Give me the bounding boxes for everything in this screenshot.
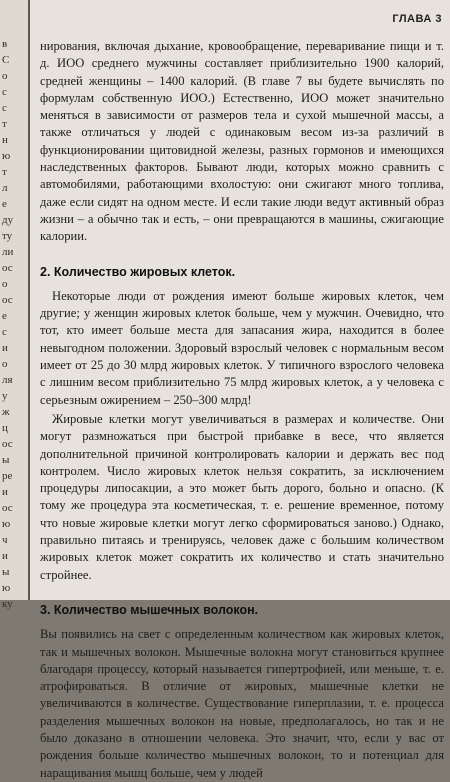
adjacent-page-line: ля bbox=[2, 374, 13, 386]
adjacent-page-line: т bbox=[2, 166, 7, 178]
adjacent-page-line: н bbox=[2, 134, 8, 146]
adjacent-page-line: и bbox=[2, 486, 8, 498]
adjacent-page-line: ду bbox=[2, 214, 14, 226]
adjacent-page-line: ре bbox=[2, 470, 13, 482]
adjacent-page-line: ц bbox=[2, 422, 8, 434]
adjacent-page-line: ли bbox=[2, 246, 14, 258]
adjacent-page-line: ч bbox=[2, 534, 8, 546]
adjacent-page-line: ос bbox=[2, 262, 13, 274]
adjacent-page-line: т bbox=[2, 118, 7, 130]
adjacent-page-line: и bbox=[2, 550, 8, 562]
adjacent-page-line: ы bbox=[2, 454, 10, 466]
adjacent-page-line: с bbox=[2, 102, 7, 114]
adjacent-page-line: в bbox=[2, 38, 8, 50]
muscle-fibers-paragraph-1: Вы появились на свет с определенным количеством как жировых клеток, так и мышечных волокон. Мышечные волокна могут становиться крупнее благодаря процессу, который называется гипертрофией, или меньше, т. е. атрофироваться. В отличие от жировых, мышечные клетки не увеличиваются в количестве. Существование гиперплазии, т. е. процесса разделения мышечных волокон на новые, предполагалось, но так и не было доказано в отношении человека. Это значит, что, если у вас от рождения больше количество мышечных волокон, то и потенциал для наращивания мышц больше, чем у людей bbox=[40, 627, 444, 780]
adjacent-page-line: ю bbox=[2, 518, 11, 530]
adjacent-page-line: ту bbox=[2, 230, 13, 242]
adjacent-page-line: е bbox=[2, 310, 7, 322]
adjacent-page-line: о bbox=[2, 70, 8, 82]
adjacent-page-line: ос bbox=[2, 502, 13, 514]
page-content bbox=[40, 38, 444, 782]
section-heading-muscle-fibers: 3. Количество мышечных волокон. bbox=[40, 602, 259, 617]
fat-cells-paragraph-1: Некоторые люди от рождения имеют больше жировых клеток, чем другие; у женщин жировых клеток больше, чем у мужчин. Очевидно, что тот, кто имеет больше места для запасания жира, находится в более невыгодном положении. Здоровый взрослый человек с нормальным весом имеет от 25 до 30 млрд жировых клеток. У типичного взрослого человека с лишним весом приблизительно 75 млрд жировых клеток, а у человека с серьезным ожирением – 250–300 млрд! bbox=[40, 288, 444, 407]
adjacent-page-line: ж bbox=[2, 406, 10, 418]
adjacent-page-edge bbox=[0, 0, 30, 610]
adjacent-page-line: ы bbox=[2, 566, 10, 578]
adjacent-page-line: у bbox=[2, 390, 8, 402]
adjacent-page-line: ос bbox=[2, 294, 13, 306]
intro-paragraph: нирования, включая дыхание, кровообращение, переваривание пищи и т. д. ИОО среднего мужчины составляет приблизительно 1900 калорий, средней женщины – 1400 калорий. (В главе 7 вы будете вычислять по формулам собственную ИОО.) Естественно, ИОО может значительно меняться в зависимости от размеров тела и сухой мышечной массы, а также отличаться у людей с одинаковым весом из-за различий в функционировании щитовидной железы, разных гормонов и имеющихся наследственных факторов. Бывают люди, которых можно сравнить с автомобилями, работающими вхолостую: они сжигают много топлива, даже если сидят на одном месте. И если такие люди ведут активный образ жизни – а обычно так и есть, – они превращаются в машины, сжигающие калории. bbox=[40, 39, 444, 244]
adjacent-page-line: с bbox=[2, 86, 7, 98]
chapter-header: ГЛАВА 3 bbox=[392, 13, 442, 25]
adjacent-page-line: ю bbox=[2, 582, 11, 594]
adjacent-page-line: ку bbox=[2, 598, 13, 610]
adjacent-page-line: о bbox=[2, 358, 8, 370]
book-page bbox=[30, 0, 450, 780]
adjacent-page-line: о bbox=[2, 278, 8, 290]
fat-cells-paragraph-2: Жировые клетки могут увеличиваться в размерах и количестве. Они могут размножаться при быстрой прибавке в весе, что является дополнительной причиной контролировать калории и держать вес под контролем. Число жировых клеток нельзя сократить, за исключением процедуры липосакции, а это может быть дорого, больно и опасно. (К тому же процедура эта косметическая, т. е. решение временное, потому что новые жировые клетки могут легко сформироваться заново.) Однако, правильно питаясь и тренируясь, человек даже с большим количеством жировых клеток может сократить их количество и стать значительно стройнее. bbox=[40, 411, 444, 582]
section-heading-fat-cells: 2. Количество жировых клеток. bbox=[40, 264, 236, 279]
adjacent-page-line: е bbox=[2, 198, 7, 210]
adjacent-page-line: с bbox=[2, 326, 7, 338]
adjacent-page-line: ос bbox=[2, 438, 13, 450]
adjacent-page-line: ю bbox=[2, 150, 11, 162]
adjacent-page-line: и bbox=[2, 342, 8, 354]
adjacent-page-line: л bbox=[2, 182, 8, 194]
adjacent-page-line: С bbox=[2, 54, 10, 66]
